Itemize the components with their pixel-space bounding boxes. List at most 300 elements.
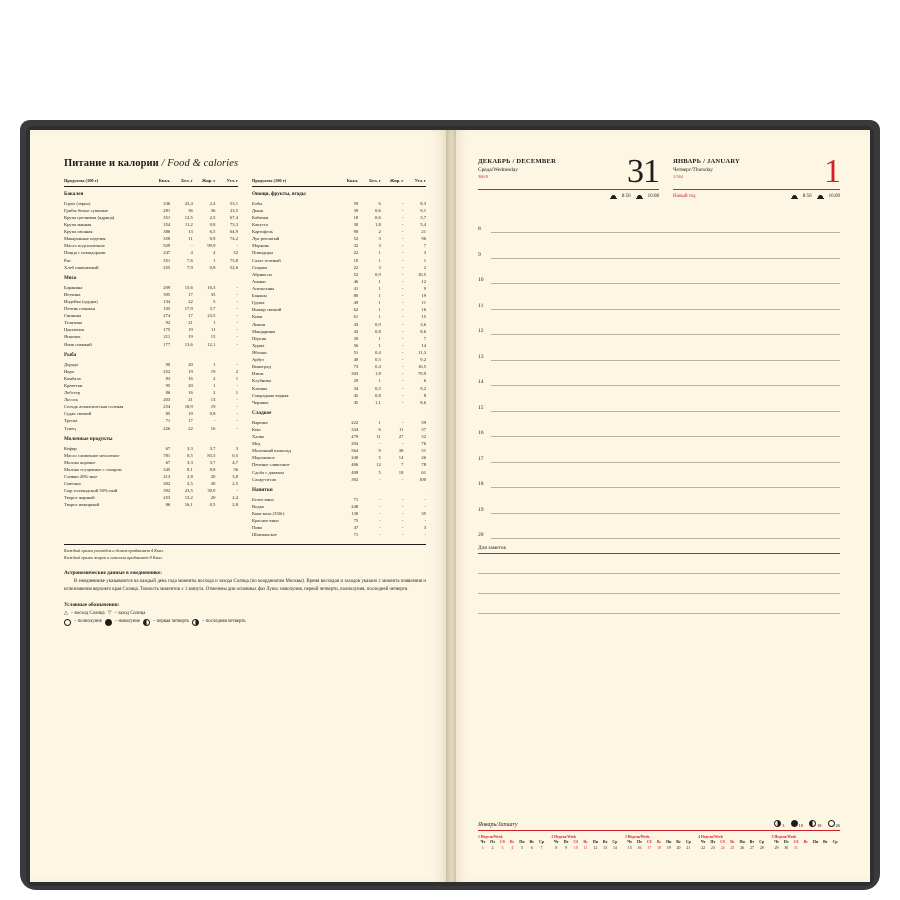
food-value: 52	[353, 271, 359, 277]
mini-day[interactable]: 31	[794, 846, 798, 851]
food-value: 2,5	[209, 214, 216, 220]
mini-day[interactable]: 15	[627, 846, 632, 851]
food-group-header: Овощи, фрукты, ягоды	[252, 190, 306, 197]
mini-day-row	[772, 846, 840, 852]
day-header-right-text	[673, 158, 740, 179]
mini-day[interactable]: 29	[774, 846, 779, 851]
page-title-sep: /	[158, 158, 168, 169]
food-name: Кока-кола (330г)	[252, 510, 285, 516]
food-value: -	[236, 306, 238, 312]
food-value: 99,9	[207, 243, 216, 249]
food-value: 67	[165, 445, 171, 451]
food-value: -	[424, 503, 426, 509]
food-value: 255	[163, 264, 171, 270]
hour-label: 19	[478, 506, 484, 513]
food-name: Водка	[252, 503, 264, 509]
sun-times-left	[478, 193, 659, 200]
mini-dow: Вт	[602, 840, 608, 845]
food-value: 3	[378, 243, 381, 249]
mini-dow: Вт	[676, 840, 681, 845]
mini-day[interactable]	[811, 846, 821, 852]
food-value: 6	[378, 200, 381, 206]
hour-writing-line[interactable]	[491, 258, 840, 259]
month-sep-left: /	[510, 158, 517, 165]
hour-writing-line[interactable]	[491, 462, 840, 463]
col-header-product: Продукты (100 г)	[252, 178, 336, 186]
food-value: 0,4	[375, 364, 381, 370]
food-value: 209	[163, 284, 171, 290]
food-value: 56	[353, 342, 359, 348]
table-row	[64, 242, 238, 249]
hour-label: 20	[478, 532, 484, 539]
mini-dow: Чт	[553, 840, 559, 845]
food-value: 395	[163, 291, 171, 297]
hour-writing-line[interactable]	[491, 334, 840, 335]
sunrise-time-right: 8:56	[802, 193, 812, 199]
table-row	[252, 356, 426, 363]
mini-day[interactable]: 27	[749, 846, 754, 851]
table-row	[252, 306, 426, 313]
food-name: Творог нежирный	[64, 502, 100, 508]
food-name: Язык говяжий	[64, 341, 92, 347]
food-value: 0,8	[209, 411, 216, 417]
mini-week-table	[698, 840, 766, 852]
food-name: Черника	[252, 399, 269, 405]
mini-day[interactable]: 26	[740, 846, 745, 851]
table-row	[252, 285, 426, 292]
food-value: 52	[353, 236, 359, 242]
table-row	[64, 480, 238, 487]
food-value: -	[236, 382, 238, 388]
food-name: Шампанское	[252, 532, 277, 538]
food-value: 2,8	[187, 474, 193, 479]
food-value: 929	[163, 243, 171, 249]
food-value: 19	[210, 404, 216, 410]
food-value: 358	[163, 236, 171, 242]
mini-day[interactable]: 1	[481, 846, 484, 851]
mini-dow: Пн	[812, 840, 819, 845]
sun-times-right	[673, 193, 840, 200]
food-value: 0,8	[375, 328, 381, 334]
food-value: 211	[163, 334, 171, 340]
food-value: -	[379, 503, 381, 509]
food-value: 10	[353, 257, 359, 263]
first-quarter-icon	[143, 619, 150, 626]
food-value: 1	[378, 286, 381, 292]
food-value: 0,9	[375, 271, 381, 277]
hour-writing-line[interactable]	[491, 232, 840, 233]
mini-dow: Чт	[480, 840, 486, 845]
food-value: 41	[353, 286, 359, 292]
mini-day[interactable]: 9	[565, 846, 568, 851]
phase-item	[809, 820, 822, 828]
food-value: 1	[378, 278, 381, 284]
mini-day[interactable]	[801, 846, 811, 852]
food-tables	[64, 178, 426, 538]
food-value: 32	[353, 243, 359, 249]
food-value: 8,6	[420, 328, 426, 334]
table-row	[252, 399, 426, 406]
col-header-carb: Угл. г	[403, 178, 426, 186]
table-row	[64, 249, 238, 256]
left-page	[30, 130, 450, 882]
food-value: 61	[353, 314, 359, 320]
table-row	[252, 249, 426, 256]
note-line[interactable]	[478, 594, 840, 614]
food-value: 354	[163, 222, 171, 228]
food-value: -	[236, 291, 238, 297]
food-value: 248	[351, 503, 359, 509]
hour-row[interactable]	[478, 412, 840, 438]
food-name: Бананы	[252, 293, 267, 299]
mini-day[interactable]: 18	[657, 846, 661, 851]
food-value: -	[379, 441, 381, 447]
food-value: 20	[188, 361, 193, 367]
mini-day[interactable]: 6	[530, 846, 533, 851]
astronomy-title: Астрономические данные в ежедневнике:	[64, 570, 162, 577]
food-value: 5,4	[420, 222, 426, 228]
hour-row[interactable]	[478, 437, 840, 463]
food-value: 781	[163, 452, 171, 458]
food-value: -	[401, 419, 404, 425]
hour-writing-line[interactable]	[491, 283, 840, 284]
food-value: 134	[163, 298, 171, 304]
sunset-time-right: 16:09	[828, 193, 840, 199]
food-name: Хурма	[252, 342, 265, 348]
mini-day[interactable]: 14	[612, 846, 617, 851]
food-value: 76	[421, 441, 426, 447]
col-header-product: Продукты (100 г)	[64, 178, 148, 186]
mini-day[interactable]: 11	[583, 846, 588, 851]
hour-row[interactable]	[478, 463, 840, 489]
food-value: -	[236, 341, 238, 347]
mini-day[interactable]	[830, 846, 840, 852]
table-row	[252, 292, 426, 299]
food-value: 11	[398, 426, 404, 432]
food-value: 39	[353, 207, 359, 213]
phase-day-1: 10	[798, 823, 803, 829]
mini-day[interactable]: 16	[637, 846, 642, 851]
mini-day[interactable]: 17	[647, 846, 652, 851]
food-value: 247	[163, 250, 171, 256]
mini-day[interactable]: 7	[540, 846, 543, 851]
mini-day[interactable]: 24	[720, 846, 725, 851]
food-name: Рис	[64, 257, 72, 263]
food-value: 240	[351, 455, 359, 461]
mini-day[interactable]: 19	[666, 846, 671, 851]
mini-day[interactable]: 13	[603, 846, 608, 851]
hour-row[interactable]	[478, 361, 840, 387]
food-value: 105	[163, 306, 171, 312]
food-value: -	[401, 335, 404, 341]
food-value: 1	[213, 361, 216, 367]
mini-day[interactable]: 3	[501, 846, 504, 851]
hour-label: 10	[478, 277, 484, 284]
table-row	[252, 503, 426, 510]
hour-writing-line[interactable]	[491, 360, 840, 361]
hour-row[interactable]	[478, 259, 840, 285]
table-row	[252, 392, 426, 399]
sunset-icon	[636, 193, 643, 200]
mini-day[interactable]: 25	[730, 846, 735, 851]
hour-label: 14	[478, 379, 484, 386]
hour-writing-line[interactable]	[491, 436, 840, 437]
mini-dow: Вс	[510, 840, 515, 845]
hour-writing-line[interactable]	[491, 309, 840, 310]
mini-day[interactable]: 28	[759, 846, 764, 851]
food-value: 1	[235, 375, 238, 381]
food-value: 392	[351, 476, 359, 482]
food-group-header: Бакалея	[64, 190, 84, 197]
table-row	[64, 361, 238, 368]
day-rule-right	[673, 189, 840, 190]
food-group-header: Сладкое	[252, 409, 272, 416]
hour-row[interactable]	[478, 386, 840, 412]
food-value: 0,8	[375, 392, 381, 398]
food-name: Цыпленок	[64, 327, 85, 333]
hour-row[interactable]	[478, 335, 840, 361]
food-name: Спаржа	[252, 264, 268, 270]
food-name: Сливки 20%-ные	[64, 474, 98, 479]
food-value: -	[401, 371, 404, 377]
food-value: 61	[421, 469, 426, 475]
mini-day[interactable]: 2	[491, 846, 494, 851]
table-row	[252, 242, 426, 249]
mini-week-label: 2 Неделя/Week	[551, 835, 577, 840]
food-value: -	[401, 364, 404, 370]
food-value: 3	[423, 525, 426, 531]
food-value: 0,6	[375, 207, 381, 213]
table-row	[252, 214, 426, 221]
food-name: Печень говяжья	[64, 306, 95, 312]
hour-writing-line[interactable]	[491, 411, 840, 412]
note-line[interactable]	[478, 574, 840, 594]
new-moon-icon	[105, 619, 112, 626]
table-row	[64, 396, 238, 403]
food-name: Морковь	[252, 243, 270, 249]
food-value: 59	[421, 419, 426, 425]
hour-row[interactable]	[478, 284, 840, 310]
table-row	[252, 370, 426, 377]
table-row	[252, 235, 426, 242]
food-value: 392	[163, 488, 171, 494]
food-value: -	[401, 257, 404, 263]
food-value: 27	[398, 434, 404, 439]
mini-week-label: 4 Неделя/Week	[698, 835, 723, 840]
food-name: Сдоба с джемом	[252, 469, 284, 475]
food-value: 12	[421, 278, 426, 284]
food-value: 0,4	[375, 350, 381, 356]
moon-phase-legend	[774, 820, 840, 828]
food-name: Дыня	[252, 207, 263, 213]
food-value: 8,6	[420, 399, 426, 405]
food-name: Виноград	[252, 364, 271, 370]
food-value: -	[213, 418, 216, 424]
food-name: Крупа манная	[64, 222, 92, 228]
table-row	[64, 459, 238, 466]
hour-writing-line[interactable]	[491, 538, 840, 539]
table-row	[252, 524, 426, 531]
food-value: 52	[421, 434, 426, 439]
food-value: 3,3	[187, 459, 193, 465]
mini-day[interactable]	[820, 846, 830, 852]
mini-dow: Пн	[519, 840, 525, 845]
mini-week	[551, 835, 619, 852]
food-name: Телятина	[64, 320, 83, 326]
legend-section	[64, 602, 426, 627]
col-header-carb: Угл. г	[215, 178, 238, 186]
food-value: -	[191, 243, 193, 249]
food-value: 1	[213, 257, 216, 263]
food-value: 10,5	[417, 271, 426, 277]
food-value: 0,8	[209, 222, 216, 228]
food-value: 23,4	[184, 200, 193, 206]
hour-label: 8	[478, 226, 481, 233]
table-row	[252, 517, 426, 524]
food-value: 30	[210, 481, 216, 487]
food-column-1	[64, 178, 238, 538]
food-value: 67	[165, 459, 171, 465]
month-en-left: DECEMBER	[516, 158, 557, 165]
table-row	[252, 447, 426, 454]
food-value: 12	[376, 462, 381, 468]
food-value: 3,7	[209, 445, 216, 451]
food-value: 3,7	[420, 214, 426, 220]
col-header-kcal: Ккал.	[336, 178, 359, 186]
food-value: 2	[213, 390, 216, 396]
hour-row[interactable]	[478, 310, 840, 336]
hour-row[interactable]	[478, 514, 840, 540]
food-name: Масло сливочное несоленое	[64, 452, 120, 458]
mini-day[interactable]: 21	[686, 846, 691, 851]
sunrise-time-left: 8:56	[621, 193, 631, 199]
food-value: 2	[423, 264, 426, 270]
mini-month-ru: Январь	[478, 822, 497, 829]
food-value: 3,7	[209, 459, 216, 465]
food-name: Грибы белые сушеные	[64, 207, 109, 213]
food-name: Печенье сливочное	[252, 462, 290, 468]
food-table-2	[252, 178, 426, 538]
food-value: 1	[378, 300, 381, 306]
food-value: -	[401, 222, 404, 228]
food-name: Свинина	[64, 313, 82, 319]
sunrise-icon	[610, 193, 617, 200]
table-header-row	[64, 178, 238, 186]
mini-day[interactable]: 30	[784, 846, 789, 851]
mini-dow: Вс	[583, 840, 588, 845]
food-name: Крупа овсяная	[64, 229, 93, 235]
mini-day[interactable]: 10	[573, 846, 578, 851]
mini-dow: Ср	[612, 840, 618, 845]
mini-day[interactable]: 12	[593, 846, 598, 851]
food-name: Баранина	[64, 284, 83, 290]
food-value: -	[401, 200, 404, 206]
mini-day[interactable]: 23	[710, 846, 715, 851]
food-value: 75	[353, 517, 359, 523]
hour-row[interactable]	[478, 208, 840, 234]
table-row	[64, 214, 238, 221]
food-name: Лук репчатый	[252, 236, 280, 242]
food-value: -	[401, 517, 404, 523]
food-name: Халва	[252, 434, 264, 439]
food-name: Белое вино	[252, 496, 274, 502]
table-row	[64, 312, 238, 319]
mini-dow: Пн	[739, 840, 745, 845]
hour-writing-line[interactable]	[491, 513, 840, 514]
mini-day[interactable]: 8	[555, 846, 558, 851]
mini-day[interactable]: 5	[520, 846, 523, 851]
col-header-protein: Бел. г	[358, 178, 381, 186]
hour-row[interactable]	[478, 233, 840, 259]
food-name: Мороженое	[252, 455, 275, 461]
mini-month-sep: /	[496, 822, 498, 829]
food-value: 13,6	[184, 341, 193, 347]
food-value: 74,2	[229, 236, 238, 242]
mini-week	[625, 835, 693, 852]
day-header-left-text	[478, 158, 556, 179]
month-ru-right: ЯНВАРЬ	[673, 158, 702, 165]
food-name: Молоко коровье	[64, 459, 96, 465]
food-name: Лобстер	[64, 390, 81, 396]
hour-writing-line[interactable]	[491, 487, 840, 488]
food-value: 57	[421, 426, 426, 432]
mini-day[interactable]: 22	[701, 846, 706, 851]
food-value: 13	[188, 229, 193, 235]
last-quarter-icon	[774, 820, 781, 827]
table-row	[252, 476, 426, 483]
food-group-header: Напитки	[252, 486, 273, 493]
note-line[interactable]	[478, 554, 840, 574]
food-value: -	[236, 418, 238, 424]
mini-day[interactable]: 4	[511, 846, 514, 851]
mini-day-row	[698, 846, 766, 852]
table-row	[64, 473, 238, 480]
food-value: 5	[378, 455, 381, 461]
food-value: 73,3	[229, 222, 238, 228]
food-name: Ананас	[252, 278, 267, 284]
food-value: -	[401, 399, 404, 405]
mini-week-table	[772, 840, 840, 852]
food-value: 226	[163, 425, 171, 431]
food-value: -	[401, 378, 404, 384]
legend-sunrise-label: – восход Солнца	[70, 610, 105, 616]
food-name: Красное вино	[252, 517, 279, 523]
table-row	[64, 389, 238, 396]
table-row	[64, 487, 238, 494]
mini-day[interactable]: 20	[676, 846, 681, 851]
food-value: -	[379, 532, 381, 538]
food-value: -	[236, 334, 238, 340]
hour-writing-line[interactable]	[491, 385, 840, 386]
food-name: Судак свежий	[64, 411, 92, 417]
food-value: 20	[188, 382, 193, 388]
col-header-fat: Жир. г	[193, 178, 216, 186]
food-value: 22	[188, 425, 193, 431]
food-value: 19	[188, 411, 193, 417]
food-name: Клубника	[252, 378, 272, 384]
food-value: -	[379, 517, 381, 523]
food-value: 302	[163, 481, 171, 487]
food-value: 40	[353, 357, 359, 363]
food-value: 22	[353, 250, 359, 256]
food-value: 8,8	[209, 466, 216, 472]
food-value: 3,8	[232, 474, 238, 479]
food-value: 30	[353, 335, 359, 341]
food-value: 52,6	[229, 264, 238, 270]
legend-sunset-label: – заход Солнца	[114, 610, 146, 616]
food-value: 1	[378, 419, 381, 425]
hour-row[interactable]	[478, 488, 840, 514]
